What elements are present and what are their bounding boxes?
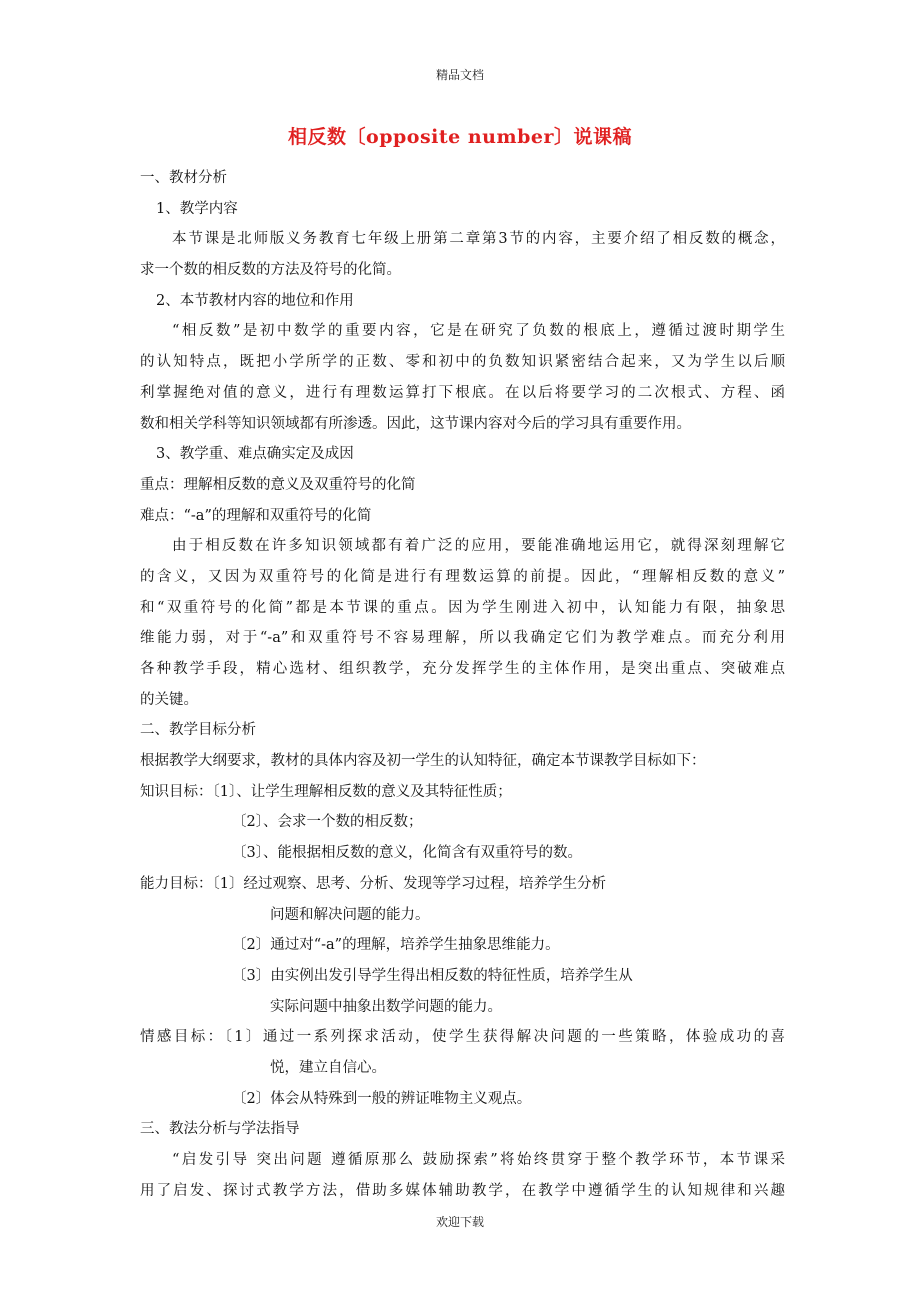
subsection-heading: 2、本节教材内容的地位和作用 — [156, 292, 354, 309]
knowledge-goal-item: 知识目标：〔1〕、让学生理解相反数的意义及其特征性质； — [140, 783, 512, 800]
subsection-heading: 1、教学内容 — [156, 200, 238, 217]
paragraph-line: 的关键。 — [140, 691, 198, 708]
paragraph-line: 数和相关学科等知识领域都有所渗透。因此，这节课内容对今后的学习具有重要作用。 — [140, 415, 691, 432]
section-heading: 二、教学目标分析 — [140, 722, 256, 739]
section-heading: 一、教材分析 — [140, 170, 227, 186]
key-point-line: 重点：理解相反数的意义及双重符号的化简 — [140, 476, 416, 493]
document-body — [140, 163, 785, 1206]
paragraph-line: 各种教学手段，精心选材、组织教学，充分发挥学生的主体作用，是突出重点、突破难点 — [140, 661, 785, 677]
paragraph-line: 利掌握绝对值的意义，进行有理数运算打下根底。在以后将要学习的二次根式、方程、函 — [140, 384, 785, 401]
page-header: 精品文档 — [435, 68, 484, 82]
document-title: 相反数〔opposite number〕说课稿 — [288, 126, 632, 148]
ability-goal-item: 〔2〕通过对“-a”的理解，培养学生抽象思维能力。 — [232, 937, 560, 954]
paragraph-line: 根据教学大纲要求，教材的具体内容及初一学生的认知特征，确定本节课教学目标如下： — [140, 753, 706, 770]
paragraph-line: 由于相反数在许多知识领域都有着广泛的应用，要能准确地运用它，就得深刻理解它 — [172, 538, 785, 555]
paragraph-line: 求一个数的相反数的方法及符号的化简。 — [140, 262, 401, 279]
ability-goal-item: 〔3〕由实例出发引导学生得出相反数的特征性质，培养学生从 — [232, 967, 633, 984]
emotion-goal-item: 情感目标：〔1〕通过一系列探求活动，使学生获得解决问题的一些策略，体验成功的喜 — [140, 1029, 785, 1046]
knowledge-goal-item: 〔3〕、能根据相反数的意义，化简含有双重符号的数。 — [232, 845, 582, 862]
paragraph-line: 的含义，又因为双重符号的化简是进行有理数运算的前提。因此，“理解相反数的意义” — [140, 568, 785, 585]
section-heading: 三、教法分析与学法指导 — [140, 1121, 300, 1138]
paragraph-line: 和“双重符号的化简”都是本节课的重点。因为学生刚进入初中，认知能力有限，抽象思 — [140, 599, 785, 616]
page-footer: 欢迎下载 — [435, 1215, 484, 1229]
subsection-heading: 3、教学重、难点确实定及成因 — [156, 446, 354, 463]
ability-goal-continuation: 实际问题中抽象出数学问题的能力。 — [270, 998, 502, 1015]
emotion-goal-continuation: 悦，建立自信心。 — [270, 1059, 386, 1076]
paragraph-line: “相反数”是初中数学的重要内容，它是在研究了负数的根底上，遵循过渡时期学生 — [172, 323, 785, 340]
paragraph-line: 的认知特点，既把小学所学的正数、零和初中的负数知识紧密结合起来，又为学生以后顺 — [140, 354, 785, 371]
paragraph-line: 维能力弱，对于“-a”和双重符号不容易理解，所以我确定它们为教学难点。而充分利用 — [140, 630, 785, 647]
emotion-goal-item: 〔2〕体会从特殊到一般的辨证唯物主义观点。 — [232, 1090, 532, 1107]
paragraph-line: 本节课是北师版义务教育七年级上册第二章第3节的内容，主要介绍了相反数的概念， — [172, 231, 785, 248]
difficulty-line: 难点：“-a”的理解和双重符号的化简 — [140, 507, 372, 524]
paragraph-line: “启发引导 突出问题 遵循原那么 鼓励探索”将始终贯穿于整个教学环节，本节课采 — [172, 1152, 785, 1168]
ability-goal-continuation: 问题和解决问题的能力。 — [270, 906, 430, 923]
paragraph-line: 用了启发、探讨式教学方法，借助多媒体辅助教学，在教学中遵循学生的认知规律和兴趣 — [140, 1182, 785, 1199]
knowledge-goal-item: 〔2〕、会求一个数的相反数； — [232, 814, 423, 831]
ability-goal-item: 能力目标：〔1〕经过观察、思考、分析、发现等学习过程，培养学生分析 — [140, 875, 606, 892]
